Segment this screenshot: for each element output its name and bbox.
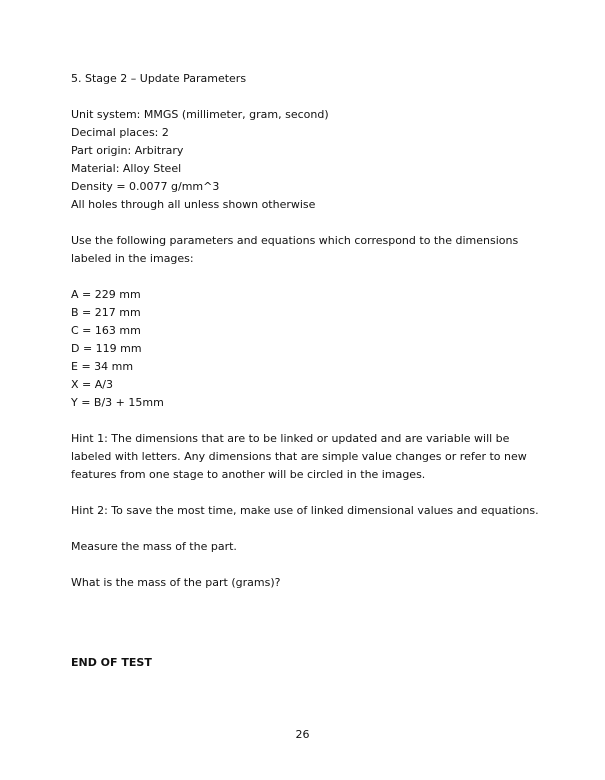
parameter-a: A = 229 mm — [71, 288, 141, 301]
setting-part-origin: Part origin: Arbitrary — [71, 144, 184, 157]
hint-1-line: Hint 1: The dimensions that are to be linked or updated and are variable will be — [71, 432, 510, 445]
parameter-x: X = A/3 — [71, 378, 113, 391]
measure-instruction: Measure the mass of the part. — [71, 540, 237, 553]
parameter-d: D = 119 mm — [71, 342, 142, 355]
hint-2-paragraph: Hint 2: To save the most time, make use of linked dimensional values and equations. — [71, 504, 539, 517]
parameter-c: C = 163 mm — [71, 324, 141, 337]
setting-holes: All holes through all unless shown otherwise — [71, 198, 316, 211]
end-of-test-label: END OF TEST — [71, 656, 152, 669]
hint-1-line: labeled with letters. Any dimensions that are simple value changes or refer to new — [71, 450, 527, 463]
setting-material: Material: Alloy Steel — [71, 162, 182, 175]
setting-unit-system: Unit system: MMGS (millimeter, gram, second) — [71, 108, 329, 121]
setting-density: Density = 0.0077 g/mm^3 — [71, 180, 220, 193]
parameter-b: B = 217 mm — [71, 306, 141, 319]
parameter-y: Y = B/3 + 15mm — [71, 396, 164, 409]
instruction-line: labeled in the images: — [71, 252, 194, 265]
page-number: 26 — [295, 728, 310, 741]
hint-1-line: features from one stage to another will be circled in the images. — [71, 468, 426, 481]
setting-decimal-places: Decimal places: 2 — [71, 126, 169, 139]
parameter-e: E = 34 mm — [71, 360, 134, 373]
instruction-line: Use the following parameters and equations which correspond to the dimensions — [71, 234, 519, 247]
section-heading: 5. Stage 2 – Update Parameters — [71, 72, 247, 85]
mass-question: What is the mass of the part (grams)? — [71, 576, 281, 589]
